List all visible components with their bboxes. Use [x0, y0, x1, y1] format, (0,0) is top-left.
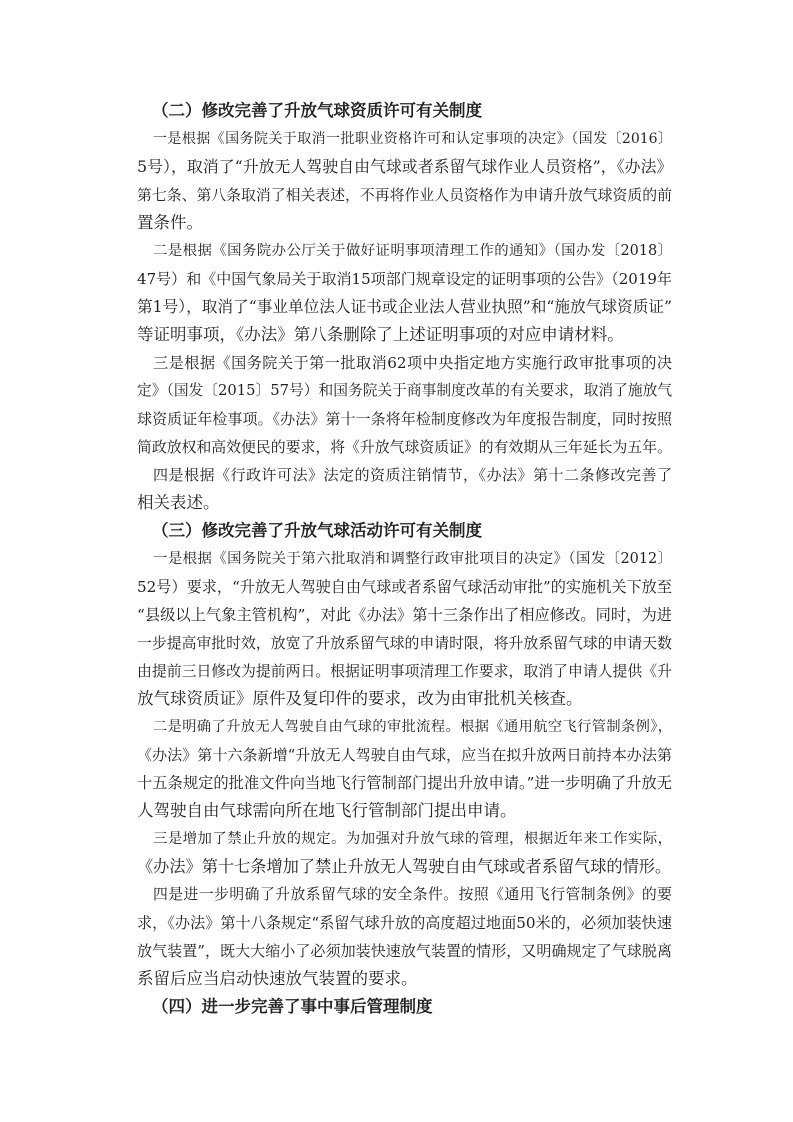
paragraph-line: 一是根据《国务院关于取消一批职业资格许可和认定事项的决定》（国发〔2016〕: [153, 131, 672, 147]
body-paragraph: [137, 461, 672, 517]
paragraph-line: “县级以上气象主管机构”，对此《办法》第十三条作出了相应修改。同时，为进: [137, 606, 672, 624]
paragraph-line: 置条件。: [137, 213, 203, 232]
paragraph-line: 5号），取消了“升放无人驾驶自由气球或者系留气球作业人员资格”，《办法》: [137, 157, 673, 176]
paragraph-line: 相关表述。: [137, 493, 220, 512]
body-paragraph: [137, 713, 672, 825]
paragraph-line: 二是根据《国务院办公厅关于做好证明事项清理工作的通知》（国办发〔2018〕: [153, 243, 672, 259]
section-heading: （四）进一步完善了事中事后管理制度: [152, 997, 433, 1016]
paragraph-line: 等证明事项，《办法》第八条删除了上述证明事项的对应申请材料。: [137, 325, 624, 344]
paragraph-line: 第七条、第八条取消了相关表述，不再将作业人员资格作为申请升放气球资质的前: [137, 186, 672, 204]
paragraph-line: 求，《办法》第十八条规定“系留气球升放的高度超过地面50米的，必须加装快速: [137, 914, 672, 932]
paragraph-line: 人驾驶自由气球需向所在地飞行管制部门提出申请。: [137, 801, 517, 820]
paragraph-line: 系留后应当启动快速放气装置的要求。: [137, 969, 418, 988]
document-page: [137, 97, 672, 1021]
paragraph-line: 一是根据《国务院关于第六批取消和调整行政审批项目的决定》（国发〔2012〕: [153, 551, 672, 567]
paragraph-line: 四是进一步明确了升放系留气球的安全条件。按照《通用飞行管制条例》的要: [153, 886, 672, 903]
paragraph-line: 三是根据《国务院关于第一批取消62项中央指定地方实施行政审批事项的决: [153, 354, 672, 372]
paragraph-line: 52号）要求，“升放无人驾驶自由气球或者系留气球活动审批”的实施机关下放至: [137, 578, 672, 596]
paragraph-line: 四是根据《行政许可法》法定的资质注销情节，《办法》第十二条修改完善了: [153, 466, 672, 484]
paragraph-line: 定》（国发〔2015〕57号）和国务院关于商事制度改革的有关要求，取消了施放气: [137, 382, 673, 399]
paragraph-line: 二是明确了升放无人驾驶自由气球的审批流程。根据《通用航空飞行管制条例》，: [153, 719, 672, 735]
paragraph-line: 《办法》第十六条新增“升放无人驾驶自由气球，应当在拟升放两日前持本办法第: [137, 746, 672, 764]
section-heading: （三）修改完善了升放气球活动许可有关制度: [152, 521, 482, 540]
paragraph-line: 十五条规定的批准文件向当地飞行管制部门提出升放申请。”进一步明确了升放无: [137, 774, 672, 792]
paragraph-line: 简政放权和高效便民的要求，将《升放气球资质证》的有效期从三年延长为五年。: [137, 438, 672, 456]
section-heading: （二）修改完善了升放气球资质许可有关制度: [152, 101, 482, 120]
body-paragraph: [137, 545, 672, 713]
body-paragraph: [137, 349, 672, 461]
body-paragraph: [137, 125, 672, 237]
paragraph-line: 由提前三日修改为提前两日。根据证明事项清理工作要求，取消了申请人提供《升: [137, 662, 672, 680]
paragraph-line: 放气球资质证》原件及复印件的要求，改为由审批机关核查。: [137, 689, 583, 708]
paragraph-line: 三是增加了禁止升放的规定。为加强对升放气球的管理，根据近年来工作实际，: [153, 831, 672, 847]
body-paragraph: [137, 237, 672, 349]
paragraph-line: 放气装置”，既大大缩小了必须加装快速放气装置的情形，又明确规定了气球脱离: [137, 942, 672, 960]
paragraph-line: 球资质证年检事项。《办法》第十一条将年检制度修改为年度报告制度，同时按照: [137, 410, 672, 428]
paragraph-line: 第1号），取消了“事业单位法人证书或企业法人营业执照”和“施放气球资质证”: [137, 297, 672, 316]
body-paragraph: [137, 881, 672, 993]
body-paragraph: [137, 825, 672, 881]
paragraph-line: 《办法》第十七条增加了禁止升放无人驾驶自由气球或者系留气球的情形。: [137, 857, 672, 876]
paragraph-line: 47号）和《中国气象局关于取消15项部门规章设定的证明事项的公告》（2019年: [137, 270, 672, 288]
paragraph-line: 一步提高审批时效，放宽了升放系留气球的申请时限，将升放系留气球的申请天数: [137, 634, 672, 652]
